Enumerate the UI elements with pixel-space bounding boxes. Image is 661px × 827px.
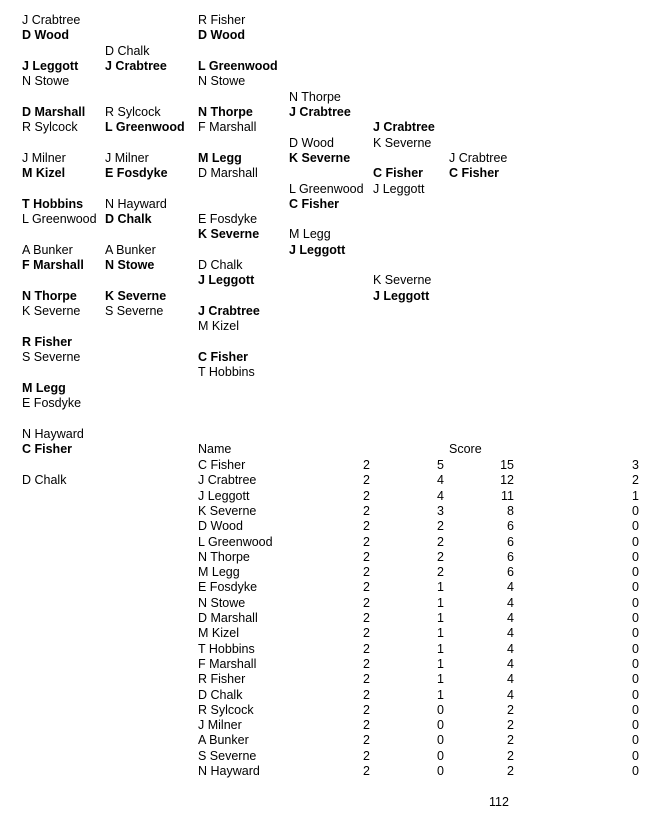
round4-entry: J Leggott	[289, 243, 346, 257]
round1-entry: K Severne	[22, 304, 81, 318]
table-cell-name: C Fisher	[198, 458, 246, 472]
table-cell-name: J Crabtree	[198, 473, 257, 488]
table-cell-value: 2	[507, 748, 514, 763]
table-cell-value: 2	[507, 733, 514, 748]
table-cell-value: 1	[437, 656, 444, 671]
table-cell-value: 1	[437, 580, 444, 595]
table-cell-value: 2	[363, 626, 370, 641]
round3-entry: D Wood	[198, 28, 245, 42]
round3-entry: E Fosdyke	[198, 212, 258, 226]
table-cell-value: 2	[437, 519, 444, 534]
table-cell-name: D Wood	[198, 519, 243, 534]
table-cell-value: 11	[501, 488, 514, 503]
table-cell-value: 0	[437, 733, 444, 748]
table-cell-value: 2	[363, 641, 370, 656]
table-cell-value: 2	[363, 534, 370, 549]
round1-entry: R Fisher	[22, 335, 73, 349]
table-cell-value: 6	[507, 549, 514, 564]
table-cell-value: 3	[632, 458, 639, 472]
table-cell-value: 2	[363, 473, 370, 488]
table-cell-value: 8	[507, 503, 514, 518]
round5-entry: J Leggott	[373, 182, 425, 196]
round1-entry: T Hobbins	[22, 197, 84, 211]
table-cell-value: 0	[632, 595, 639, 610]
table-cell-value: 0	[632, 733, 639, 748]
round5-entry: C Fisher	[373, 166, 424, 180]
table-cell-value: 2	[363, 503, 370, 518]
round1-entry: S Severne	[22, 350, 81, 364]
round1-entry: J Milner	[22, 151, 66, 165]
table-cell-value: 0	[632, 656, 639, 671]
table-cell-name: M Kizel	[198, 626, 239, 641]
round2-entry: A Bunker	[105, 243, 156, 257]
round3-entry: K Severne	[198, 227, 260, 241]
table-cell-value: 0	[632, 764, 639, 778]
round1-entry: D Wood	[22, 28, 69, 42]
table-cell-value: 0	[632, 611, 639, 625]
table-cell-value: 4	[507, 641, 514, 656]
table-cell-value: 4	[507, 611, 514, 625]
round1-entry: L Greenwood	[22, 212, 97, 226]
table-cell-name: A Bunker	[198, 733, 249, 748]
table-cell-value: 0	[632, 534, 639, 549]
round2-entry: J Milner	[105, 151, 149, 165]
round1-entry: J Crabtree	[22, 13, 81, 27]
table-cell-value: 2	[363, 748, 370, 763]
table-cell-name: N Stowe	[198, 595, 246, 610]
round2-entry: N Stowe	[105, 258, 155, 272]
table-cell-name: E Fosdyke	[198, 580, 258, 595]
round1-entry: J Leggott	[22, 59, 79, 73]
round4-entry: M Legg	[289, 227, 331, 241]
table-cell-name: T Hobbins	[198, 641, 255, 656]
table-cell-value: 4	[507, 626, 514, 641]
table-cell-name: R Sylcock	[198, 702, 254, 717]
round3-entry: N Thorpe	[198, 105, 253, 119]
table-cell-value: 0	[437, 764, 444, 778]
table-cell-value: 2	[437, 565, 444, 580]
table-cell-value: 2	[363, 611, 370, 625]
round2-entry: N Hayward	[105, 197, 167, 211]
round4-entry: D Wood	[289, 136, 334, 150]
round3-entry: F Marshall	[198, 120, 257, 134]
round1-entry: D Marshall	[22, 105, 86, 119]
round2-entry: L Greenwood	[105, 120, 185, 134]
round2-entry: E Fosdyke	[105, 166, 168, 180]
page-number: 112	[489, 795, 509, 809]
table-cell-value: 6	[507, 534, 514, 549]
round4-entry: K Severne	[289, 151, 351, 165]
round2-entry: J Crabtree	[105, 59, 167, 73]
table-cell-value: 2	[363, 458, 370, 472]
table-cell-name: M Legg	[198, 565, 240, 580]
table-cell-name: N Hayward	[198, 764, 260, 778]
table-cell-value: 1	[437, 626, 444, 641]
table-cell-value: 0	[632, 626, 639, 641]
table-cell-value: 0	[632, 718, 639, 733]
table-cell-value: 3	[437, 503, 444, 518]
round3-entry: T Hobbins	[198, 365, 255, 379]
table-cell-value: 2	[363, 580, 370, 595]
table-cell-value: 0	[632, 519, 639, 534]
round3-entry: N Stowe	[198, 74, 246, 88]
table-cell-value: 4	[437, 473, 444, 488]
table-cell-value: 4	[507, 580, 514, 595]
table-cell-value: 1	[437, 611, 444, 625]
round5-entry: J Crabtree	[373, 120, 435, 134]
round3-entry: C Fisher	[198, 350, 249, 364]
round6-entry: C Fisher	[449, 166, 500, 180]
column-header-name: Name	[198, 442, 232, 456]
table-cell-value: 2	[363, 595, 370, 610]
table-cell-value: 0	[632, 687, 639, 702]
round5-entry: K Severne	[373, 136, 432, 150]
table-cell-value: 4	[507, 656, 514, 671]
table-cell-value: 0	[437, 748, 444, 763]
table-cell-value: 1	[437, 595, 444, 610]
table-cell-value: 2	[363, 519, 370, 534]
table-cell-value: 2	[363, 733, 370, 748]
table-cell-value: 2	[632, 473, 639, 488]
table-cell-value: 0	[632, 549, 639, 564]
table-cell-value: 2	[363, 702, 370, 717]
round1-entry: A Bunker	[22, 243, 73, 257]
table-cell-value: 2	[363, 565, 370, 580]
round3-entry: L Greenwood	[198, 59, 278, 73]
round2-entry: S Severne	[105, 304, 164, 318]
table-cell-value: 4	[507, 672, 514, 687]
round3-entry: J Crabtree	[198, 304, 260, 318]
table-cell-value: 0	[632, 503, 639, 518]
round4-entry: N Thorpe	[289, 90, 341, 104]
round3-entry: D Marshall	[198, 166, 258, 180]
column-header-score: Score	[449, 442, 482, 456]
table-cell-value: 2	[363, 687, 370, 702]
round2-entry: D Chalk	[105, 212, 152, 226]
table-cell-value: 2	[437, 549, 444, 564]
round3-entry: M Legg	[198, 151, 242, 165]
table-cell-name: D Marshall	[198, 611, 258, 625]
table-cell-name: F Marshall	[198, 656, 257, 671]
table-cell-name: J Milner	[198, 718, 242, 733]
table-cell-value: 5	[437, 458, 444, 472]
round2-entry: R Sylcock	[105, 105, 161, 119]
table-cell-name: N Thorpe	[198, 549, 250, 564]
table-cell-value: 0	[632, 641, 639, 656]
table-cell-value: 2	[363, 549, 370, 564]
table-cell-name: L Greenwood	[198, 534, 273, 549]
round3-entry: D Chalk	[198, 258, 243, 272]
round1-entry: M Kizel	[22, 166, 66, 180]
table-cell-value: 6	[507, 565, 514, 580]
round3-entry: J Leggott	[198, 273, 255, 287]
table-cell-value: 1	[437, 672, 444, 687]
round4-entry: J Crabtree	[289, 105, 351, 119]
table-cell-value: 6	[507, 519, 514, 534]
round1-entry: F Marshall	[22, 258, 84, 272]
table-cell-value: 2	[507, 718, 514, 733]
table-cell-value: 2	[437, 534, 444, 549]
round1-entry: E Fosdyke	[22, 396, 82, 410]
round1-entry: N Stowe	[22, 74, 70, 88]
table-cell-value: 2	[363, 656, 370, 671]
table-cell-value: 2	[507, 764, 514, 778]
table-cell-value: 2	[363, 718, 370, 733]
table-cell-value: 1	[437, 641, 444, 656]
table-cell-value: 4	[507, 595, 514, 610]
round1-entry: D Chalk	[22, 473, 67, 487]
table-cell-name: K Severne	[198, 503, 257, 518]
round4-entry: C Fisher	[289, 197, 340, 211]
table-cell-value: 2	[363, 488, 370, 503]
round1-entry: N Hayward	[22, 427, 84, 441]
table-cell-value: 15	[500, 458, 514, 472]
round2-entry: D Chalk	[105, 44, 150, 58]
table-cell-value: 0	[632, 702, 639, 717]
table-cell-value: 1	[437, 687, 444, 702]
round1-entry: N Thorpe	[22, 289, 77, 303]
round3-entry: M Kizel	[198, 319, 239, 333]
table-cell-value: 4	[507, 687, 514, 702]
table-cell-value: 0	[632, 672, 639, 687]
round5-entry: J Leggott	[373, 289, 430, 303]
table-cell-name: S Severne	[198, 748, 257, 763]
table-cell-value: 1	[632, 488, 639, 503]
table-cell-value: 2	[363, 672, 370, 687]
round5-entry: K Severne	[373, 273, 432, 287]
round1-entry: M Legg	[22, 381, 66, 395]
table-cell-value: 0	[437, 718, 444, 733]
table-cell-value: 2	[363, 764, 370, 778]
table-cell-value: 4	[437, 488, 444, 503]
table-cell-value: 0	[632, 748, 639, 763]
round4-entry: L Greenwood	[289, 182, 364, 196]
table-cell-value: 0	[632, 565, 639, 580]
table-cell-value: 12	[500, 473, 514, 488]
round2-entry: K Severne	[105, 289, 167, 303]
table-cell-value: 0	[437, 702, 444, 717]
table-cell-value: 2	[507, 702, 514, 717]
round6-entry: J Crabtree	[449, 151, 508, 165]
round1-entry: C Fisher	[22, 442, 73, 456]
table-cell-value: 0	[632, 580, 639, 595]
table-cell-name: R Fisher	[198, 672, 246, 687]
round1-entry: R Sylcock	[22, 120, 78, 134]
table-cell-name: D Chalk	[198, 687, 243, 702]
table-cell-name: J Leggott	[198, 488, 250, 503]
round3-entry: R Fisher	[198, 13, 246, 27]
